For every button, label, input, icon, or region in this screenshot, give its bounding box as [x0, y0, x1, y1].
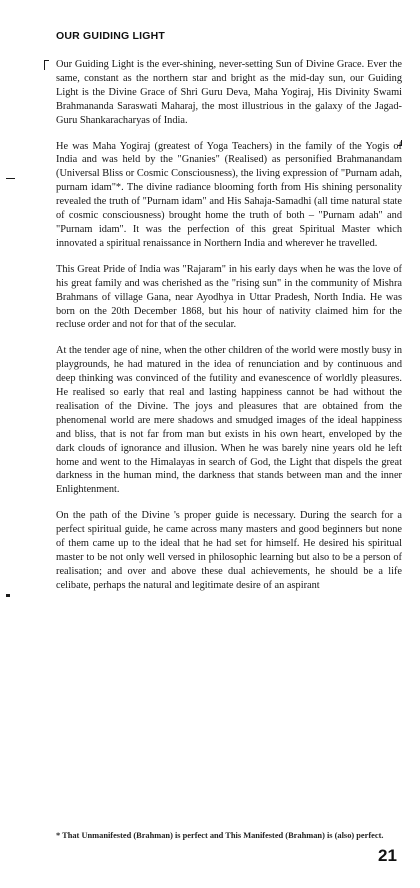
- margin-mark: [6, 594, 10, 597]
- paragraph: Our Guiding Light is the ever-shining, never-setting Sun of Divine Grace. Ever the same, constant as the northern star and bright as the mid-day sun, our Guiding Light is the Divine Grace of Shri Guru Deva, Maha Yogiraj, His Divinity Swami Brahmananda Saraswati Maharaj, the most illustrious in the galaxy of the Jagad-Guru Shankaracharyas of India.: [56, 59, 402, 126]
- body-text: [56, 58, 402, 605]
- margin-mark: [6, 178, 15, 179]
- page-title: OUR GUIDING LIGHT: [56, 30, 165, 42]
- bracket-mark: [44, 60, 45, 70]
- footnote: * That Unmanifested (Brahman) is perfect and This Manifested (Brahman) is (also) perfect.: [56, 831, 384, 840]
- paragraph: At the tender age of nine, when the other children of the world were mostly busy in playgrounds, he had matured in the idea of renunciation and by continuous and deep thinking was convinced of the futility and evanescence of worldly pleasures. He realised so early that real and lasting happiness cannot be had without the realisation of the Divine. The joys and pleasures that are obtained from the phenomenal world are mere shadows and smudged images of the ideal happiness and bliss, that is not far from man but exists in his own heart, enveloped by the dark clouds of ignorance and illusion. When he was barely nine years old he left home and went to the Himalayas in search of God, the Light that dispels the great darkness in the human mind, the darkness that stands between man and the inner Enlightenment.: [56, 345, 402, 496]
- paragraph: He was Maha Yogiraj (greatest of Yoga Teachers) in the family of the Yogis of India and was held by the "Gnanies" (Realised) as personified Brahmanandam (Universal Bliss or Cosmic Consciousness), the living expression of "Purnam adah, purnam idam"*. The divine radiance blooming forth from His shining personality revealed the truth of "Purnam idam" and His Sahaja-Samadhi (all time natural state of cosmic consciousness) brought home the truth of both – "Purnam adah" and "Purnam idam". It was the perfection of this great Spiritual Master which innovated a spiritual renaissance in Northern India and wherever he travelled.: [56, 140, 402, 249]
- paragraph: This Great Pride of India was "Rajaram" in his early days when he was the love of his great family and was cherished as the "rising sun" in the community of Mishra Brahmans of village Gana, near Ayodhya in Uttar Pradesh, North India. He was born on the 20th December 1868, but his hour of nativity claimed him for the recluse order and not for that of the secular.: [56, 263, 402, 331]
- paragraph: On the path of the Divine 's proper guide is necessary. During the search for a perfect spiritual guide, he came across many masters and good beginners but none of them came up to the ideal that he had set for himself. He desired his spiritual master to be not only well versed in philosophic learning but also to be a person of realisation; and over and above these dual achievements, he should be a life celibate, perhaps the natural and legitimate desire of an aspirant: [56, 510, 402, 591]
- bracket-mark: [44, 60, 49, 61]
- page-number: 21: [378, 846, 397, 865]
